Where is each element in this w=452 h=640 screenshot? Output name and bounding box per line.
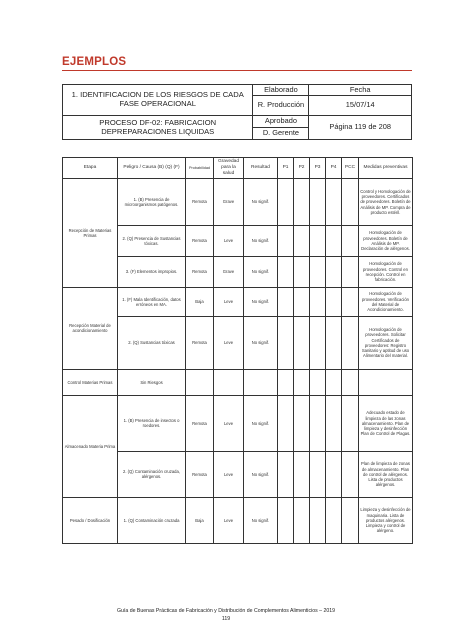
peligro-cell: 2. (Q) Contaminación cruzada, alérgenos. — [118, 451, 186, 497]
medidas-cell: Plan de limpieza de zonas de almacenamiento. Plan de control de alérgenos. Lista de productos alérgenos. — [359, 451, 413, 497]
p3-cell — [310, 287, 326, 316]
pcc-cell — [342, 316, 359, 369]
col-header-p2: P2 — [294, 158, 310, 179]
p1-cell — [278, 225, 294, 256]
p3-cell — [310, 316, 326, 369]
table-row — [63, 395, 413, 451]
table-row — [63, 369, 413, 395]
probabilidad-cell: Baja — [186, 497, 214, 543]
medidas-cell: Limpieza y desinfección de maquinaria. Lista de productos alérgenos. Limpieza y control de alérgeno. — [359, 497, 413, 543]
etapa-cell: Recepción Material de acondicionamiento — [63, 287, 118, 369]
aprobado-label: Aprobado — [253, 116, 309, 128]
pcc-cell — [342, 225, 359, 256]
gravedad-cell: Leve — [214, 497, 244, 543]
probabilidad-cell — [186, 369, 214, 395]
p4-cell — [326, 178, 342, 225]
gravedad-cell: Leve — [214, 451, 244, 497]
pcc-cell — [342, 395, 359, 451]
page-indicator: Página 119 de 208 — [309, 116, 412, 140]
p4-cell — [326, 497, 342, 543]
document-header-table — [62, 84, 412, 140]
peligro-cell: 1. (Q) Contaminación cruzada — [118, 497, 186, 543]
aprobado-value: D. Gerente — [253, 128, 309, 140]
p1-cell — [278, 287, 294, 316]
p4-cell — [326, 395, 342, 451]
resultado-cell: No signif. — [244, 256, 278, 287]
p1-cell — [278, 395, 294, 451]
peligro-cell: 1. (F) Mala Identificación, datos erróneos en MA. — [118, 287, 186, 316]
medidas-cell: Homologación de proveedores. Control en recepción. Control en fabricación. — [359, 256, 413, 287]
p4-cell — [326, 316, 342, 369]
resultado-cell: No signif. — [244, 395, 278, 451]
col-header-resultado: Resultad — [244, 158, 278, 179]
gravedad-cell: Leve — [214, 287, 244, 316]
col-header-peligro: Peligro / Causa (B) (Q) (F) — [118, 158, 186, 179]
peligro-cell: 1. (B) Presencia de insectos o roedores. — [118, 395, 186, 451]
p1-cell — [278, 369, 294, 395]
col-header-etapa: Etapa — [63, 158, 118, 179]
pcc-cell — [342, 256, 359, 287]
process-title: PROCESO DF-02: FABRICACION DEPREPARACIONES LIQUIDAS — [63, 116, 253, 140]
peligro-cell: 3. (F) Elementos impropios. — [118, 256, 186, 287]
section-title: EJEMPLOS — [62, 56, 127, 68]
p3-cell — [310, 178, 326, 225]
p2-cell — [294, 316, 310, 369]
pcc-cell — [342, 369, 359, 395]
p1-cell — [278, 451, 294, 497]
medidas-cell: Homologación de proveedores. Verificación del Material de Acondicionamiento. — [359, 287, 413, 316]
col-header-p3: P3 — [310, 158, 326, 179]
p4-cell — [326, 287, 342, 316]
gravedad-cell: Grave — [214, 178, 244, 225]
peligro-cell: 2. (Q) Sustancias tóxicas — [118, 316, 186, 369]
resultado-cell: No signif. — [244, 451, 278, 497]
etapa-cell: Recepción de Materias Primas — [63, 178, 118, 287]
risk-table — [62, 157, 413, 544]
resultado-cell: No signif. — [244, 497, 278, 543]
p2-cell — [294, 287, 310, 316]
p2-cell — [294, 451, 310, 497]
peligro-cell: 2. (Q) Presencia de Sustancias tóxicas. — [118, 225, 186, 256]
etapa-cell: Control Materias Primas — [63, 369, 118, 395]
p3-cell — [310, 256, 326, 287]
p3-cell — [310, 369, 326, 395]
p4-cell — [326, 369, 342, 395]
fecha-label: Fecha — [309, 85, 412, 96]
p1-cell — [278, 316, 294, 369]
p2-cell — [294, 225, 310, 256]
resultado-cell — [244, 369, 278, 395]
probabilidad-cell: Remota — [186, 451, 214, 497]
p3-cell — [310, 451, 326, 497]
table-row — [63, 178, 413, 225]
col-header-p4: P4 — [326, 158, 342, 179]
p3-cell — [310, 497, 326, 543]
etapa-cell: Pesado / Dosificación — [63, 497, 118, 543]
peligro-cell: Sin Riesgos — [118, 369, 186, 395]
medidas-cell — [359, 369, 413, 395]
footer-text: Guía de Buenas Prácticas de Fabricación y Distribución de Complementos Alimenticios – 2019 — [117, 608, 335, 614]
p4-cell — [326, 225, 342, 256]
pcc-cell — [342, 287, 359, 316]
table-row — [63, 287, 413, 316]
p3-cell — [310, 225, 326, 256]
probabilidad-cell: Remota — [186, 316, 214, 369]
gravedad-cell: Leve — [214, 395, 244, 451]
fecha-value: 15/07/14 — [309, 96, 412, 116]
resultado-cell: No signif. — [244, 287, 278, 316]
elaborado-value: R. Producción — [253, 96, 309, 116]
peligro-cell: 1. (B) Presencia de microorganismos patógenos. — [118, 178, 186, 225]
p2-cell — [294, 497, 310, 543]
resultado-cell: No signif. — [244, 316, 278, 369]
probabilidad-cell: Remota — [186, 256, 214, 287]
p2-cell — [294, 178, 310, 225]
probabilidad-cell: Remota — [186, 395, 214, 451]
col-header-probabilidad: Probabilidad — [186, 158, 214, 179]
pcc-cell — [342, 497, 359, 543]
elaborado-label: Elaborado — [253, 85, 309, 96]
medidas-cell: Control y Homologación de proveedores. Certificados de proveedores. Boletín de Análisis de MP. Compra de producto estéril. — [359, 178, 413, 225]
probabilidad-cell: Remota — [186, 225, 214, 256]
section-title-rule — [62, 70, 412, 71]
table-row — [63, 497, 413, 543]
gravedad-cell — [214, 369, 244, 395]
probabilidad-cell: Remota — [186, 178, 214, 225]
footer-page-number: 119 — [221, 616, 231, 622]
col-header-medidas: Medidas preventivas — [359, 158, 413, 179]
gravedad-cell: Grave — [214, 256, 244, 287]
gravedad-cell: Leve — [214, 225, 244, 256]
pcc-cell — [342, 178, 359, 225]
resultado-cell: No signif. — [244, 178, 278, 225]
medidas-cell: Adecuado estado de limpieza de las zonas almacenamiento. Plan de limpieza y desinfección Plan de Control de Plagas. — [359, 395, 413, 451]
etapa-cell: Almacenado Materia Prima — [63, 395, 118, 497]
p1-cell — [278, 178, 294, 225]
probabilidad-cell: Baja — [186, 287, 214, 316]
p2-cell — [294, 395, 310, 451]
p3-cell — [310, 395, 326, 451]
p4-cell — [326, 256, 342, 287]
p1-cell — [278, 256, 294, 287]
col-header-pcc: PCC — [342, 158, 359, 179]
medidas-cell: Homologación de proveedores. Boletín de Análisis de MP. Declaración de alérgenos. — [359, 225, 413, 256]
pcc-cell — [342, 451, 359, 497]
p4-cell — [326, 451, 342, 497]
medidas-cell: Homologación de proveedores. Solicitar Certificados de proveedores: Registro Sanitario y aptitud de uso Alimentario del material. — [359, 316, 413, 369]
p1-cell — [278, 497, 294, 543]
col-header-p1: P1 — [278, 158, 294, 179]
resultado-cell: No signif. — [244, 225, 278, 256]
doc-title: 1. IDENTIFICACION DE LOS RIESGOS DE CADA FASE OPERACIONAL — [63, 85, 253, 116]
p2-cell — [294, 256, 310, 287]
p2-cell — [294, 369, 310, 395]
gravedad-cell: Leve — [214, 316, 244, 369]
col-header-gravedad: Gravedad para la salud — [214, 158, 244, 179]
